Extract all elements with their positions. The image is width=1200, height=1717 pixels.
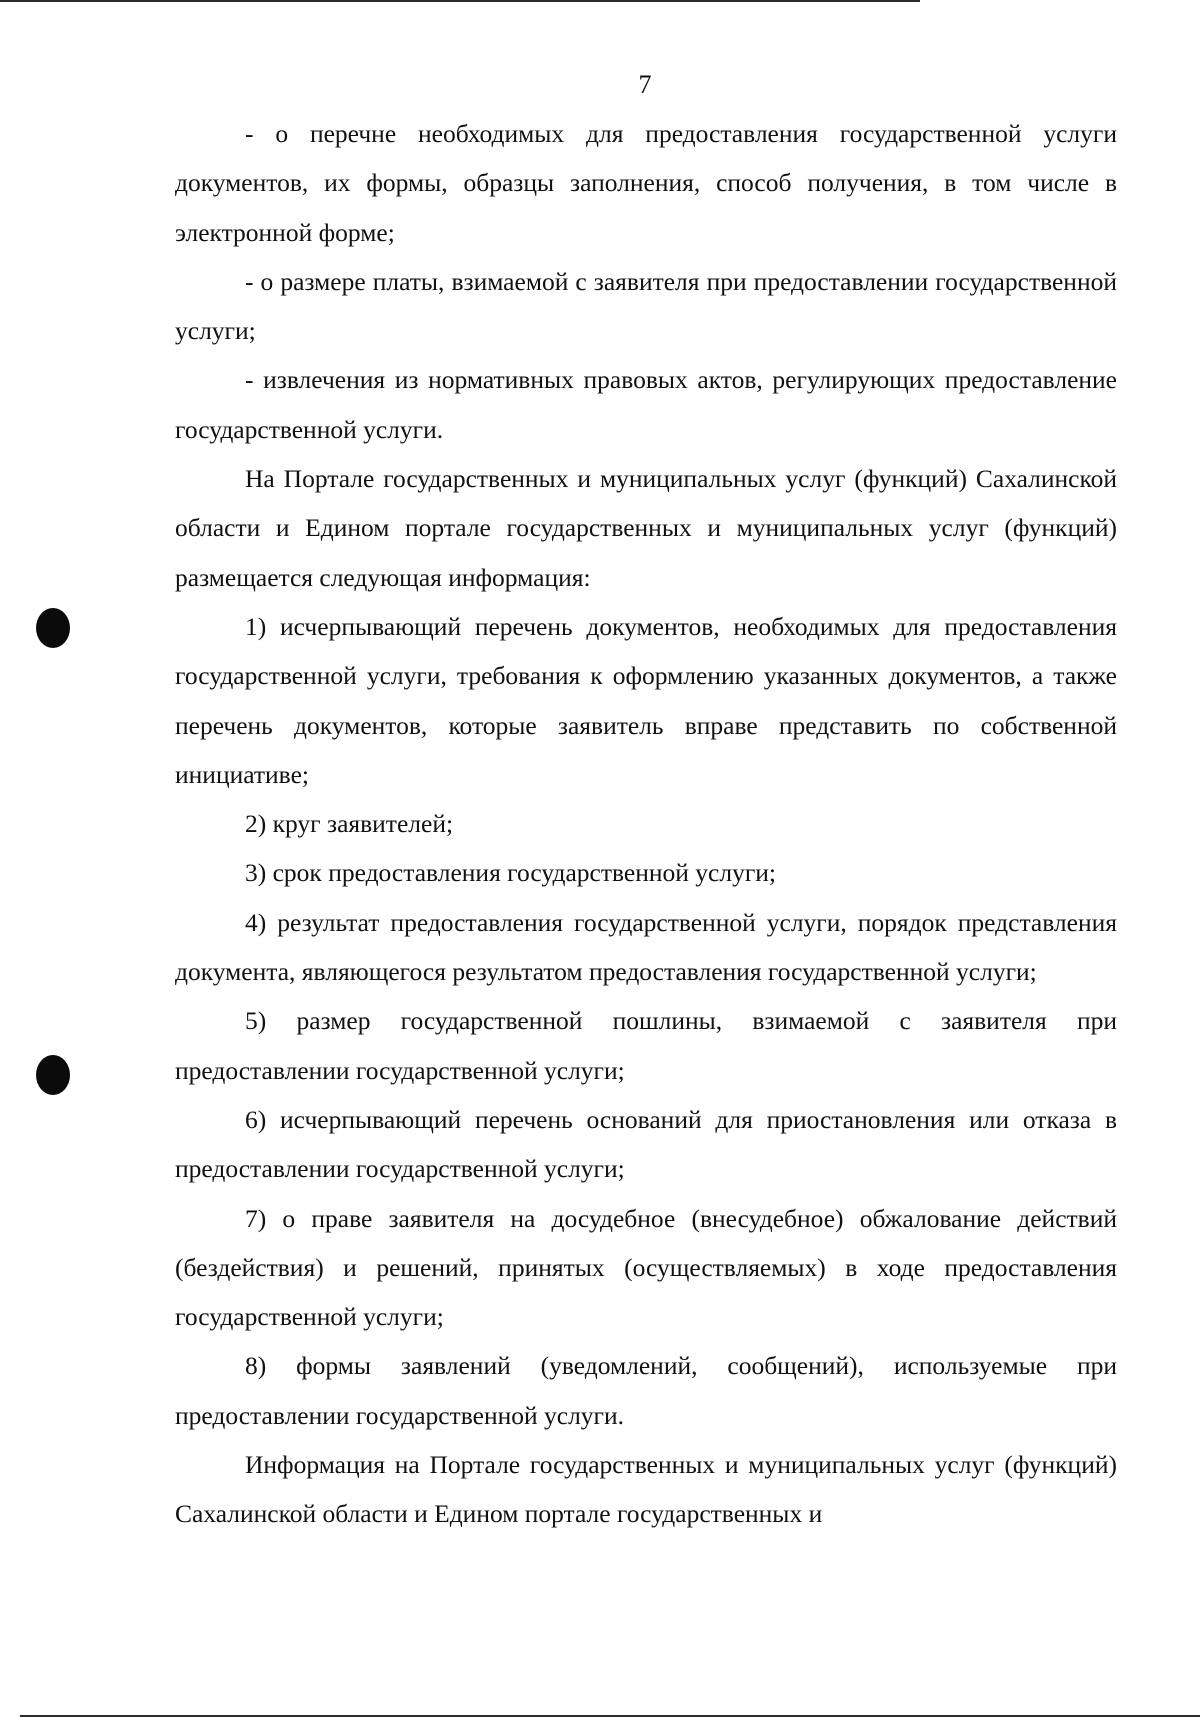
punch-hole-lower <box>36 1055 70 1095</box>
punch-hole-upper <box>36 608 70 648</box>
list-item-7: 7) о праве заявителя на досудебное (внесудебное) обжалование действий (бездействия) и решений, принятых (осуществляемых) в ходе предоставления государственной услуги; <box>175 1203 1117 1332</box>
paragraph-portal-info-closing: Информация на Портале государственных и муниципальных услуг (функций) Сахалинской области и Едином портале государственных и <box>175 1450 1117 1529</box>
document-body <box>175 109 1117 1539</box>
paragraph-portal-info-intro: На Портале государственных и муниципальных услуг (функций) Сахалинской области и Едином портале государственных и муниципальных услуг (функций) размещается следующая информация: <box>175 464 1117 592</box>
paragraph-forms-list: - о перечне необходимых для предоставления государственной услуги документов, их формы, образцы заполнения, способ получения, в том числе в электронной форме; <box>175 119 1117 247</box>
list-item-3: 3) срок предоставления государственной услуги; <box>245 858 777 888</box>
list-item-8: 8) формы заявлений (уведомлений, сообщений), используемые при предоставлении государственной услуги. <box>175 1351 1117 1430</box>
paragraph-fee-size: - о размере платы, взимаемой с заявителя при предоставлении государственной услуги; <box>175 266 1117 346</box>
page-number: 7 <box>638 70 652 99</box>
list-item-5: 5) размер государственной пошлины, взимаемой с заявителя при предоставлении государственной услуги; <box>175 1006 1117 1085</box>
list-item-1: 1) исчерпывающий перечень документов, необходимых для предоставления государственной услуги, требования к оформлению указанных документов, а также перечень документов, которые заявитель вправе представить по собственной инициативе; <box>175 611 1117 789</box>
scan-edge-top <box>0 0 920 2</box>
list-item-2: 2) круг заявителей; <box>245 809 454 839</box>
list-item-6: 6) исчерпывающий перечень оснований для приостановления или отказа в предоставлении государственной услуги; <box>175 1104 1117 1184</box>
paragraph-legal-extracts: - извлечения из нормативных правовых актов, регулирующих предоставление государственной услуги. <box>175 365 1117 444</box>
list-item-4: 4) результат предоставления государственной услуги, порядок представления документа, являющегося результатом предоставления государственной услуги; <box>175 907 1117 987</box>
